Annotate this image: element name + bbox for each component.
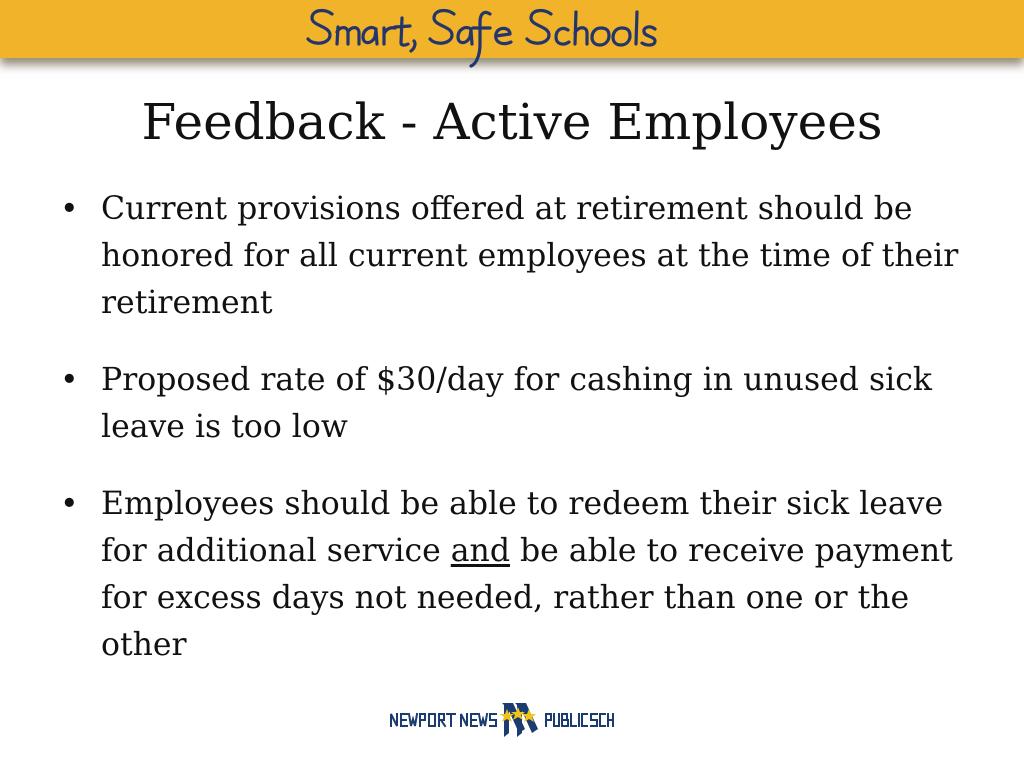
banner-wordmark-art [300,2,730,72]
bullet-item [58,186,988,327]
banner-wordmark-text [0,0,1,1]
rate-value: $30/day [376,362,504,398]
bullet-item [58,357,988,451]
header-banner [0,0,1024,58]
bullet-text-lead: Proposed rate of [101,362,377,398]
bullet-text: Current provisions offered at retirement should be honored for all current employees at the time of their retirement [101,191,959,321]
bullet-item [58,481,988,669]
newport-news-logo [388,697,614,743]
bullet-text-after: be able to receive payment for excess days not needed, rather than one or the other [101,533,953,663]
underlined-emphasis: and [450,533,510,569]
bullet-text-before: Employees should be able to redeem their sick leave for additional service [101,486,944,569]
bullet-list [58,186,988,699]
slide-title: Feedback - Active Employees [141,93,883,151]
bullet-text-tail: for cashing in unused sick leave is too low [101,362,932,445]
